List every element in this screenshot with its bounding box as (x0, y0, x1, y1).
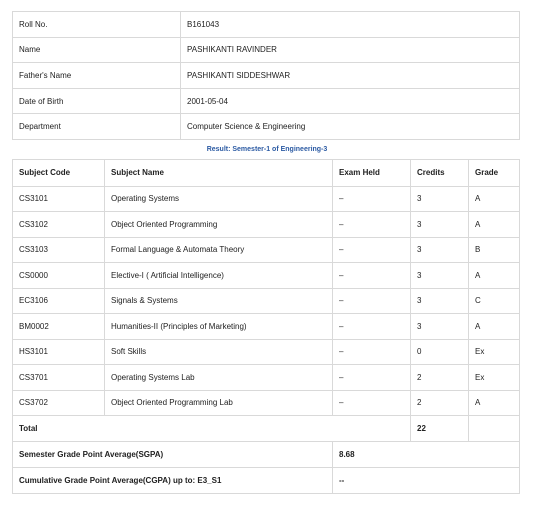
table-row (13, 288, 520, 314)
credits: 2 (411, 390, 469, 416)
cgpa-label: Cumulative Grade Point Average(CGPA) up to: E3_S1 (13, 467, 333, 493)
info-value: PASHIKANTI RAVINDER (181, 37, 520, 63)
info-value: B161043 (181, 12, 520, 38)
col-credits: Credits (411, 160, 469, 187)
subject-code: BM0002 (13, 314, 105, 340)
col-exam-held: Exam Held (333, 160, 411, 187)
info-label: Date of Birth (13, 88, 181, 114)
info-label: Name (13, 37, 181, 63)
credits: 0 (411, 339, 469, 365)
subject-code: CS3702 (13, 390, 105, 416)
info-value: Computer Science & Engineering (181, 114, 520, 140)
info-row-roll (13, 12, 520, 38)
subject-name: Operating Systems (105, 186, 333, 212)
cgpa-value: -- (333, 467, 520, 493)
result-caption: Result: Semester-1 of Engineering-3 (206, 146, 328, 153)
subject-name: Object Oriented Programming (105, 212, 333, 238)
table-row (13, 339, 520, 365)
exam-held: – (333, 288, 411, 314)
total-blank (469, 416, 520, 442)
subject-code: CS3701 (13, 365, 105, 391)
sgpa-label: Semester Grade Point Average(SGPA) (13, 441, 333, 467)
subject-code: CS3101 (13, 186, 105, 212)
subject-name: Operating Systems Lab (105, 365, 333, 391)
table-row (13, 263, 520, 289)
table-row (13, 186, 520, 212)
credits: 3 (411, 288, 469, 314)
exam-held: – (333, 339, 411, 365)
info-label: Father's Name (13, 63, 181, 89)
grades-table (12, 159, 520, 494)
col-subject-name: Subject Name (105, 160, 333, 187)
subject-code: HS3101 (13, 339, 105, 365)
table-row (13, 237, 520, 263)
table-row (13, 212, 520, 238)
grade: Ex (469, 365, 520, 391)
total-label: Total (13, 416, 411, 442)
student-info-table (12, 11, 520, 140)
info-label: Department (13, 114, 181, 140)
subject-code: CS3103 (13, 237, 105, 263)
exam-held: – (333, 263, 411, 289)
table-row (13, 314, 520, 340)
grades-header-row (13, 160, 520, 187)
subject-name: Formal Language & Automata Theory (105, 237, 333, 263)
subject-code: EC3106 (13, 288, 105, 314)
exam-held: – (333, 314, 411, 340)
table-row (13, 365, 520, 391)
grade: A (469, 212, 520, 238)
subject-name: Object Oriented Programming Lab (105, 390, 333, 416)
total-row (13, 416, 520, 442)
total-credits: 22 (411, 416, 469, 442)
credits: 3 (411, 237, 469, 263)
grade: Ex (469, 339, 520, 365)
credits: 3 (411, 263, 469, 289)
exam-held: – (333, 186, 411, 212)
subject-name: Elective-I ( Artificial Intelligence) (105, 263, 333, 289)
grade: A (469, 186, 520, 212)
grade: B (469, 237, 520, 263)
credits: 3 (411, 186, 469, 212)
info-value: 2001-05-04 (181, 88, 520, 114)
table-row (13, 390, 520, 416)
info-row-dob (13, 88, 520, 114)
exam-held: – (333, 212, 411, 238)
subject-code: CS0000 (13, 263, 105, 289)
subject-name: Soft Skills (105, 339, 333, 365)
exam-held: – (333, 237, 411, 263)
exam-held: – (333, 390, 411, 416)
exam-held: – (333, 365, 411, 391)
subject-code: CS3102 (13, 212, 105, 238)
col-subject-code: Subject Code (13, 160, 105, 187)
sgpa-row (13, 441, 520, 467)
credits: 2 (411, 365, 469, 391)
col-grade: Grade (469, 160, 520, 187)
grade: C (469, 288, 520, 314)
subject-name: Humanities-II (Principles of Marketing) (105, 314, 333, 340)
cgpa-row (13, 467, 520, 493)
info-row-name (13, 37, 520, 63)
info-value: PASHIKANTI SIDDESHWAR (181, 63, 520, 89)
sgpa-value: 8.68 (333, 441, 520, 467)
info-row-department (13, 114, 520, 140)
grade: A (469, 314, 520, 340)
grade: A (469, 390, 520, 416)
credits: 3 (411, 212, 469, 238)
credits: 3 (411, 314, 469, 340)
subject-name: Signals & Systems (105, 288, 333, 314)
info-label: Roll No. (13, 12, 181, 38)
grade: A (469, 263, 520, 289)
info-row-father (13, 63, 520, 89)
